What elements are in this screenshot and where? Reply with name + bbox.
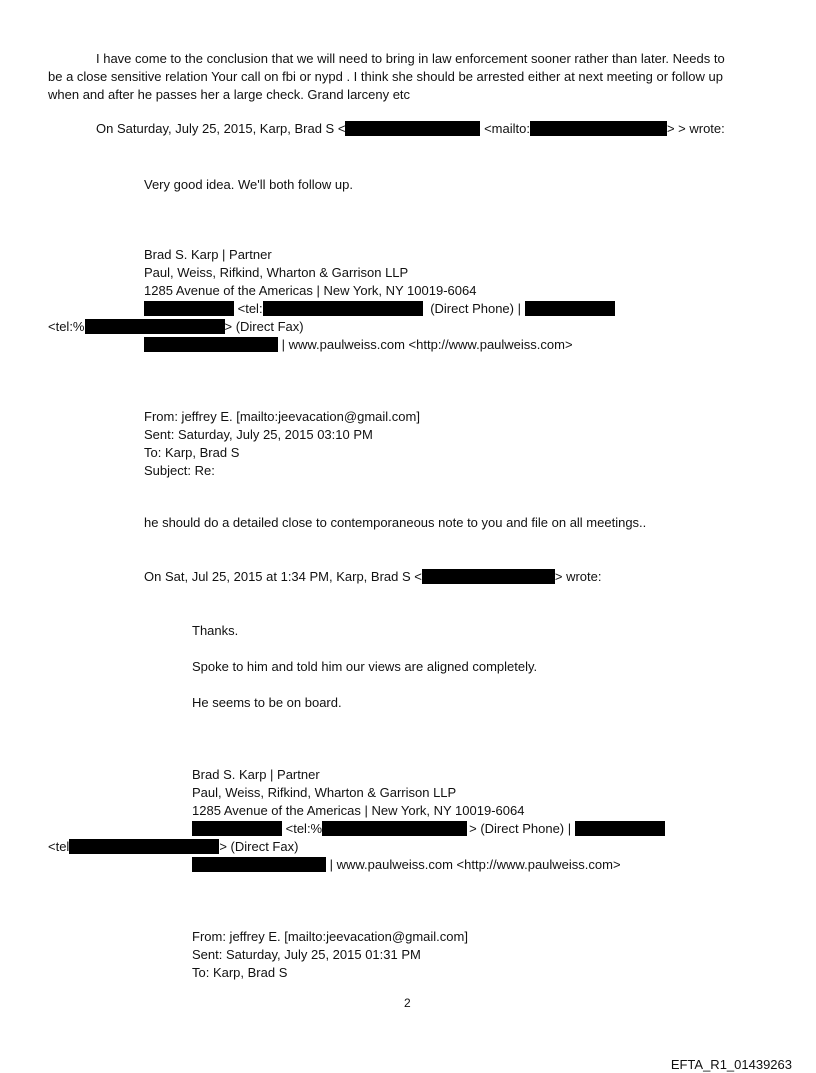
redaction — [322, 821, 467, 836]
quote-header — [96, 120, 725, 137]
redaction — [192, 857, 326, 872]
redaction — [530, 121, 667, 136]
quote-header-text: On Saturday, July 25, 2015, Karp, Brad S < — [96, 121, 346, 136]
signature-direct: (Direct Phone) | — [430, 301, 521, 316]
email-sent: Sent: Saturday, July 25, 2015 03:10 PM — [144, 427, 373, 442]
signature-web-line — [192, 856, 621, 873]
signature-name: Brad S. Karp | Partner — [192, 767, 320, 782]
signature-tel: <tel:% — [285, 821, 323, 836]
thread-text: He seems to be on board. — [192, 695, 342, 710]
email-subject: Subject: Re: — [144, 463, 215, 478]
signature-address: 1285 Avenue of the Americas | New York, NY 10019-6064 — [144, 283, 477, 298]
signature-fax-line — [48, 838, 298, 855]
redaction — [575, 821, 665, 836]
redaction — [85, 319, 225, 334]
signature-tel: <tel: — [237, 301, 263, 316]
paragraph-line: be a close sensitive relation Your call on fbi or nypd . I think she should be arrested either at next meeting or follow up — [48, 69, 723, 84]
signature-web: | www.paulweiss.com <http://www.paulweiss.com> — [281, 337, 573, 352]
paragraph-line: when and after he passes her a large check. Grand larceny etc — [48, 87, 411, 102]
signature-phone-line — [144, 300, 615, 317]
email-from: From: jeffrey E. [mailto:jeevacation@gmail.com] — [144, 409, 420, 424]
signature-name: Brad S. Karp | Partner — [144, 247, 272, 262]
page-number: 2 — [404, 996, 411, 1010]
redaction — [192, 821, 282, 836]
redaction — [263, 301, 423, 316]
reply-text: Very good idea. We'll both follow up. — [144, 177, 353, 192]
thread-text: Spoke to him and told him our views are aligned completely. — [192, 659, 538, 674]
quote-header-text: On Sat, Jul 25, 2015 at 1:34 PM, Karp, Brad S < — [144, 569, 422, 584]
signature-fax-tel: <tel:% — [48, 319, 85, 334]
signature-fax: > (Direct Fax) — [219, 839, 299, 854]
email-to: To: Karp, Brad S — [192, 965, 288, 980]
thread-text: Thanks. — [192, 623, 239, 638]
quote-header — [144, 568, 601, 585]
email-sent: Sent: Saturday, July 25, 2015 01:31 PM — [192, 947, 421, 962]
signature-web: | www.paulweiss.com <http://www.paulweiss.com> — [329, 857, 621, 872]
redaction — [144, 301, 234, 316]
signature-firm: Paul, Weiss, Rifkind, Wharton & Garrison LLP — [192, 785, 457, 800]
signature-phone-line — [192, 820, 665, 837]
footer-id: EFTA_R1_01439263 — [670, 1057, 792, 1072]
redaction — [345, 121, 480, 136]
signature-fax-tel: <tel — [48, 839, 70, 854]
redaction — [422, 569, 555, 584]
quote-header-text: <mailto: — [484, 121, 530, 136]
paragraph-line: I have come to the conclusion that we will need to bring in law enforcement sooner rather than later. Needs to — [96, 51, 725, 66]
signature-firm: Paul, Weiss, Rifkind, Wharton & Garrison LLP — [144, 265, 409, 280]
signature-address: 1285 Avenue of the Americas | New York, NY 10019-6064 — [192, 803, 525, 818]
signature-fax: > (Direct Fax) — [224, 319, 304, 334]
signature-fax-line — [48, 318, 304, 335]
email-from: From: jeffrey E. [mailto:jeevacation@gmail.com] — [192, 929, 468, 944]
redaction — [525, 301, 615, 316]
quote-header-text: > > wrote: — [666, 121, 725, 136]
email-to: To: Karp, Brad S — [144, 445, 240, 460]
redaction — [69, 839, 219, 854]
signature-direct: > (Direct Phone) | — [469, 821, 572, 836]
signature-web-line — [144, 336, 573, 353]
redaction — [144, 337, 278, 352]
body-text: he should do a detailed close to contemporaneous note to you and file on all meetings.. — [144, 515, 647, 530]
quote-header-text: > wrote: — [554, 569, 602, 584]
